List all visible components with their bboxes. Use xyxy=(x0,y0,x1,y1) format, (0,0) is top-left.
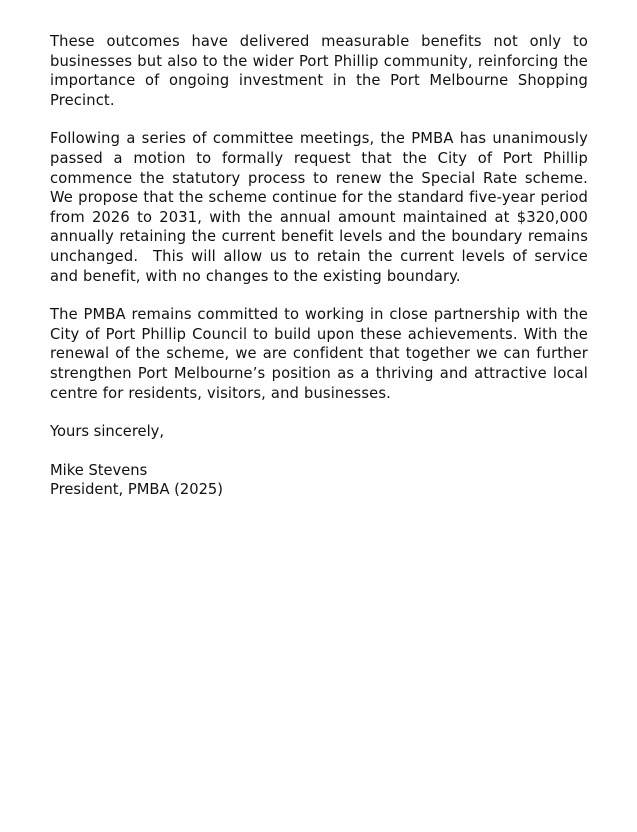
paragraph-outcomes: These outcomes have delivered measurable benefits not only to businesses but also to the wider Port Phillip community, reinforcing the importance of ongoing investment in the Port Melbourne Shopping Precinct. xyxy=(50,33,593,109)
paragraph-motion: Following a series of committee meetings, the PMBA has unanimously passed a motion to formally request that the City of Port Phillip commence the statutory process to renew the Special Rate scheme. We propose that the scheme continue for the standard five-year period from 2026 to 2031, with the annual amount maintained at $320,000 annually retaining the current benefit levels and the boundary remains unchanged. This will allow us to retain the current levels of service and benefit, with no changes to the existing boundary. xyxy=(50,130,593,285)
closing-salutation: Yours sincerely, xyxy=(50,423,165,441)
letter-body xyxy=(50,32,593,500)
paragraph-partnership: The PMBA remains committed to working in close partnership with the City of Port Phillip Council to build upon these achievements. With the renewal of the scheme, we are confident that together we can further strengthen Port Melbourne’s position as a thriving and attractive local centre for residents, visitors, and businesses. xyxy=(50,306,593,402)
signature-block xyxy=(50,461,588,500)
signatory-title: President, PMBA (2025) xyxy=(50,481,224,499)
signatory-name: Mike Stevens xyxy=(50,461,148,479)
